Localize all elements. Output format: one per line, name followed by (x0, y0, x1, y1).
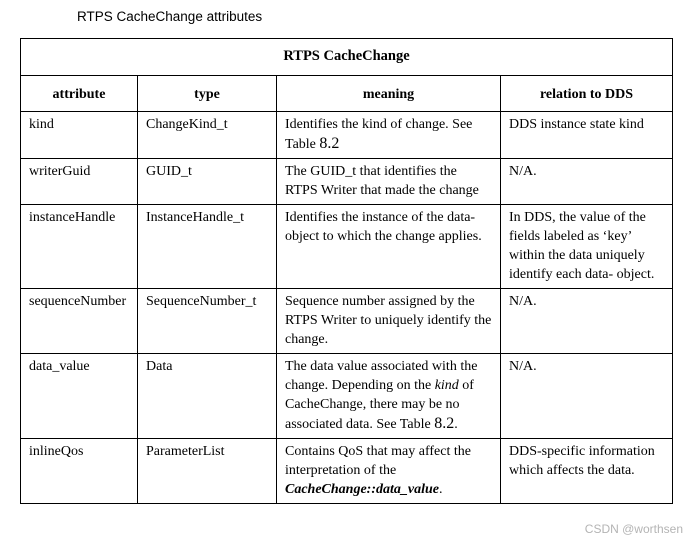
type-cell: ParameterList (138, 439, 277, 504)
meaning-text: Identifies the kind of change. See Table (285, 117, 473, 152)
cachechange-attributes-table (20, 38, 673, 504)
meaning-text: . (439, 482, 443, 497)
meaning-cell (277, 354, 501, 439)
table-row (21, 159, 673, 205)
attribute-cell: data_value (21, 354, 138, 439)
table-row (21, 289, 673, 354)
table-row (21, 112, 673, 159)
meaning-text: Contains QoS that may affect the interpretation of the (285, 444, 471, 478)
relation-cell: N/A. (501, 354, 673, 439)
header-meaning: meaning (277, 76, 501, 112)
meaning-text: The data value associated with the change. Depending on the (285, 359, 478, 393)
relation-cell: In DDS, the value of the fields labeled as ‘key’ within the data uniquely identify each data- object. (501, 205, 673, 289)
meaning-cell: Identifies the instance of the data-object to which the change applies. (277, 205, 501, 289)
meaning-text: . (454, 417, 458, 432)
attribute-cell: kind (21, 112, 138, 159)
meaning-cell (277, 439, 501, 504)
meaning-cell: The GUID_t that identifies the RTPS Writer that made the change (277, 159, 501, 205)
header-row (21, 76, 673, 112)
table-reference: 8.2 (434, 415, 455, 432)
type-cell: InstanceHandle_t (138, 205, 277, 289)
watermark: CSDN @worthsen (584, 522, 683, 536)
header-relation: relation to DDS (501, 76, 673, 112)
meaning-text: of CacheChange, there may be no associated data. See Table (285, 378, 474, 432)
table-row (21, 354, 673, 439)
relation-cell: N/A. (501, 289, 673, 354)
relation-cell: DDS instance state kind (501, 112, 673, 159)
meaning-cell: Sequence number assigned by the RTPS Writer to uniquely identify the change. (277, 289, 501, 354)
table-title: RTPS CacheChange (21, 39, 673, 76)
data-value-reference: CacheChange::data_value (285, 482, 439, 497)
kind-emphasis: kind (434, 378, 459, 393)
attribute-cell: writerGuid (21, 159, 138, 205)
table-row (21, 205, 673, 289)
relation-cell: N/A. (501, 159, 673, 205)
type-cell: ChangeKind_t (138, 112, 277, 159)
attribute-cell: instanceHandle (21, 205, 138, 289)
table-caption: RTPS CacheChange attributes (77, 9, 263, 24)
table-row (21, 439, 673, 504)
attribute-cell: inlineQos (21, 439, 138, 504)
type-cell: SequenceNumber_t (138, 289, 277, 354)
type-cell: Data (138, 354, 277, 439)
meaning-cell (277, 112, 501, 159)
relation-cell: DDS-specific information which affects the data. (501, 439, 673, 504)
type-cell: GUID_t (138, 159, 277, 205)
header-attribute: attribute (21, 76, 138, 112)
table-reference: 8.2 (319, 135, 340, 152)
header-type: type (138, 76, 277, 112)
attribute-cell: sequenceNumber (21, 289, 138, 354)
